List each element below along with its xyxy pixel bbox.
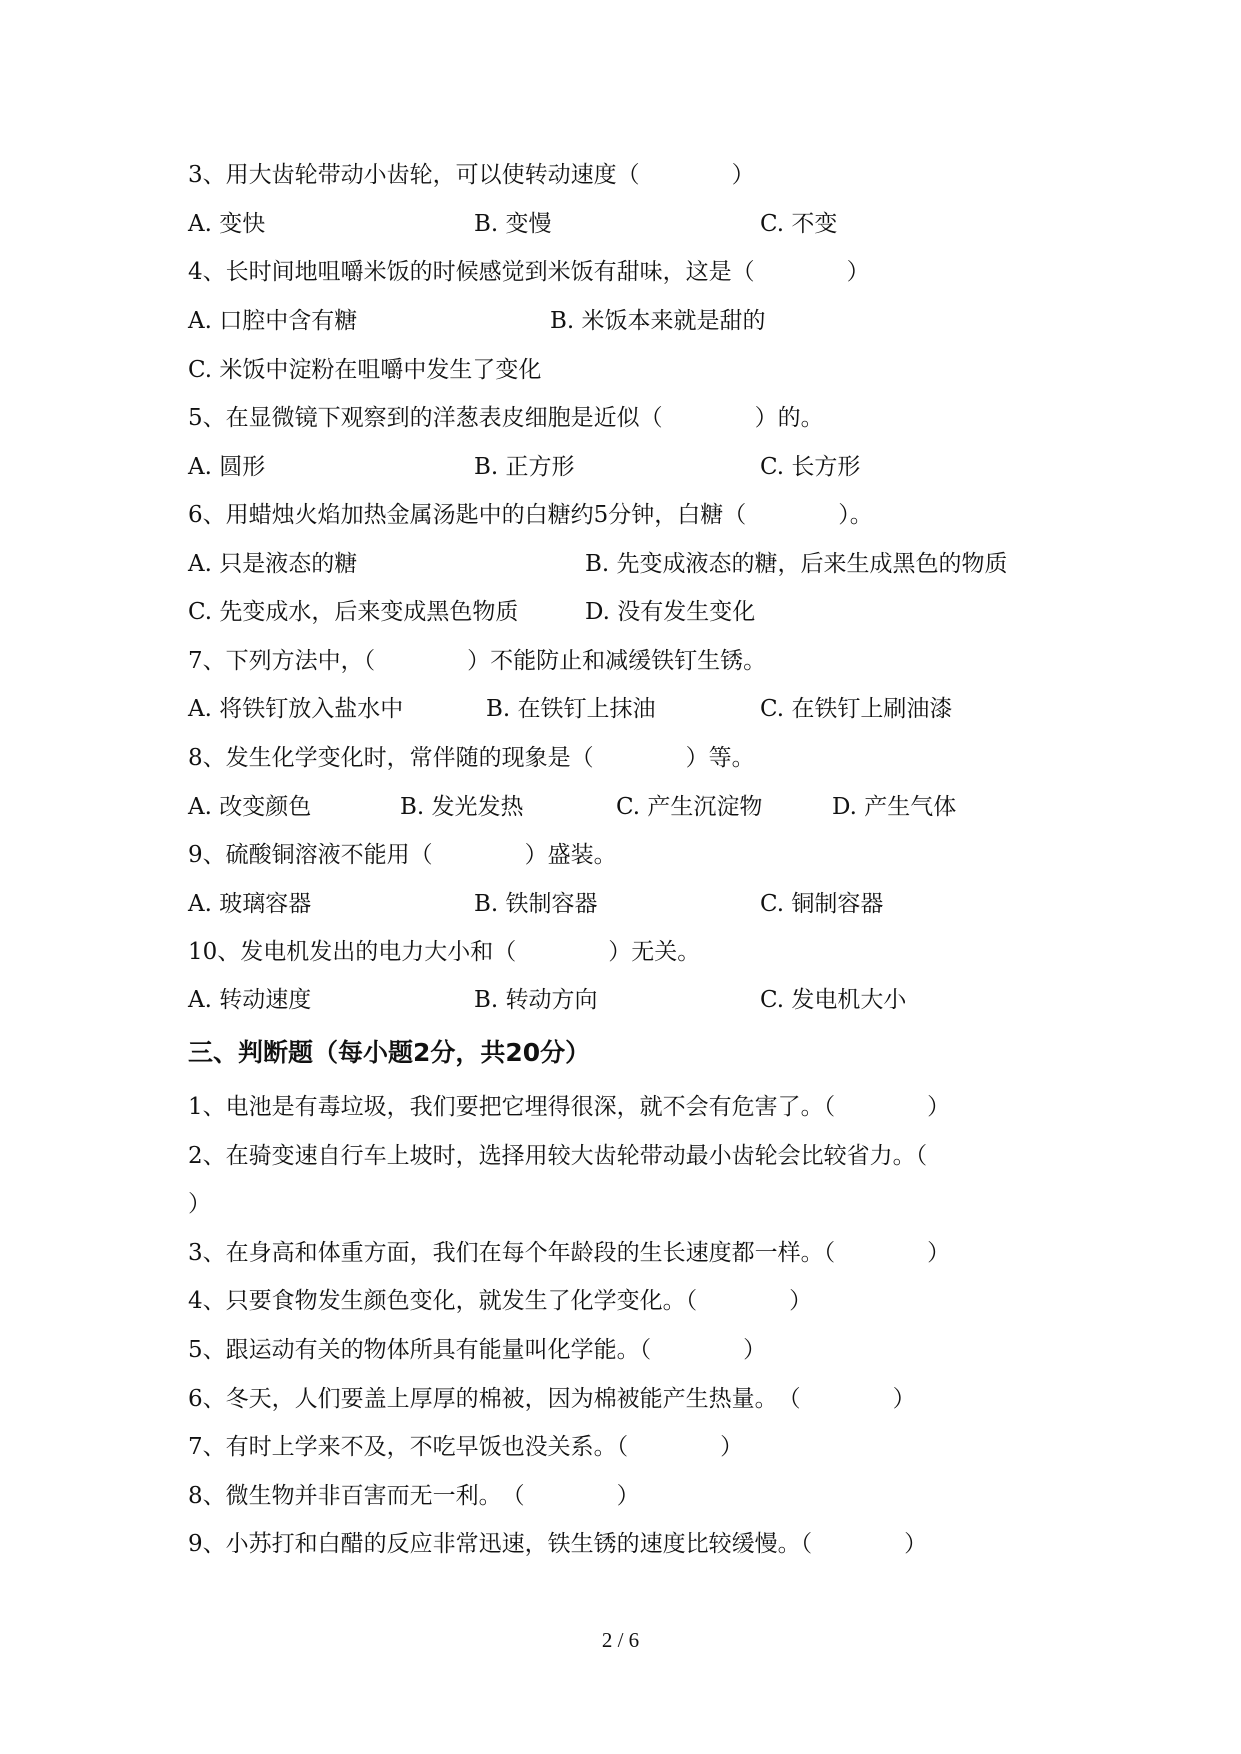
question-6-option-a: A. 只是液态的糖 xyxy=(188,551,358,577)
question-10-option-a: A. 转动速度 xyxy=(188,987,312,1013)
question-6-option-d: D. 没有发生变化 xyxy=(585,599,756,625)
question-4-stem: 4、长时间地咀嚼米饭的时候感觉到米饭有甜味，这是（ ） xyxy=(188,259,870,285)
judgment-item-2: 2、在骑变速自行车上坡时，选择用较大齿轮带动最小齿轮会比较省力。（ xyxy=(188,1143,928,1169)
question-5-option-c: C. 长方形 xyxy=(760,454,861,480)
question-4-option-a: A. 口腔中含有糖 xyxy=(188,308,358,334)
question-7-option-c: C. 在铁钉上刷油漆 xyxy=(760,696,953,722)
question-9-option-a: A. 玻璃容器 xyxy=(188,891,312,917)
question-7-option-b: B. 在铁钉上抹油 xyxy=(486,696,656,722)
question-9-stem: 9、硫酸铜溶液不能用（ ）盛装。 xyxy=(188,842,617,868)
question-5-stem: 5、在显微镜下观察到的洋葱表皮细胞是近似（ ）的。 xyxy=(188,405,824,431)
question-3-option-c: C. 不变 xyxy=(760,211,838,237)
judgment-item-2-continuation: ） xyxy=(188,1191,211,1217)
question-6-stem: 6、用蜡烛火焰加热金属汤匙中的白糖约5分钟，白糖（ ）。 xyxy=(188,502,873,528)
judgment-item-5: 5、跟运动有关的物体所具有能量叫化学能。（ ） xyxy=(188,1337,767,1363)
question-4-option-c: C. 米饭中淀粉在咀嚼中发生了变化 xyxy=(188,357,542,383)
question-3-stem: 3、用大齿轮带动小齿轮，可以使转动速度（ ） xyxy=(188,162,755,188)
question-6-option-c: C. 先变成水，后来变成黑色物质 xyxy=(188,599,519,625)
judgment-item-7: 7、有时上学来不及，不吃早饭也没关系。（ ） xyxy=(188,1434,744,1460)
question-4-option-b: B. 米饭本来就是甜的 xyxy=(550,308,766,334)
question-8-option-b: B. 发光发热 xyxy=(400,794,524,820)
question-5-option-b: B. 正方形 xyxy=(474,454,575,480)
judgment-item-9: 9、小苏打和白醋的反应非常迅速，铁生锈的速度比较缓慢。（ ） xyxy=(188,1531,928,1557)
question-8-option-a: A. 改变颜色 xyxy=(188,794,312,820)
question-9-option-c: C. 铜制容器 xyxy=(760,891,884,917)
judgment-item-1: 1、电池是有毒垃圾，我们要把它埋得很深，就不会有危害了。（ ） xyxy=(188,1094,951,1120)
judgment-item-6: 6、冬天，人们要盖上厚厚的棉被，因为棉被能产生热量。 （ ） xyxy=(188,1386,916,1412)
question-9-option-b: B. 铁制容器 xyxy=(474,891,598,917)
question-6-option-b: B. 先变成液态的糖，后来生成黑色的物质 xyxy=(585,551,1008,577)
question-3-option-a: A. 变快 xyxy=(188,211,266,237)
question-8-stem: 8、发生化学变化时，常伴随的现象是（ ）等。 xyxy=(188,745,755,771)
judgment-item-8: 8、微生物并非百害而无一利。 （ ） xyxy=(188,1483,640,1509)
question-10-option-c: C. 发电机大小 xyxy=(760,987,907,1013)
judgment-item-4: 4、只要食物发生颜色变化，就发生了化学变化。（ ） xyxy=(188,1288,813,1314)
question-10-option-b: B. 转动方向 xyxy=(474,987,598,1013)
question-8-option-d: D. 产生气体 xyxy=(832,794,957,820)
judgment-item-3: 3、在身高和体重方面，我们在每个年龄段的生长速度都一样。（ ） xyxy=(188,1240,951,1266)
page-number: 2 / 6 xyxy=(601,1628,640,1652)
question-3-option-b: B. 变慢 xyxy=(474,211,552,237)
section-3-heading: 三、判断题（每小题2分，共20分） xyxy=(188,1038,591,1067)
question-7-option-a: A. 将铁钉放入盐水中 xyxy=(188,696,404,722)
question-8-option-c: C. 产生沉淀物 xyxy=(616,794,763,820)
question-5-option-a: A. 圆形 xyxy=(188,454,266,480)
question-10-stem: 10、发电机发出的电力大小和（ ）无关。 xyxy=(188,939,701,965)
question-7-stem: 7、下列方法中，（ ）不能防止和减缓铁钉生锈。 xyxy=(188,648,767,674)
